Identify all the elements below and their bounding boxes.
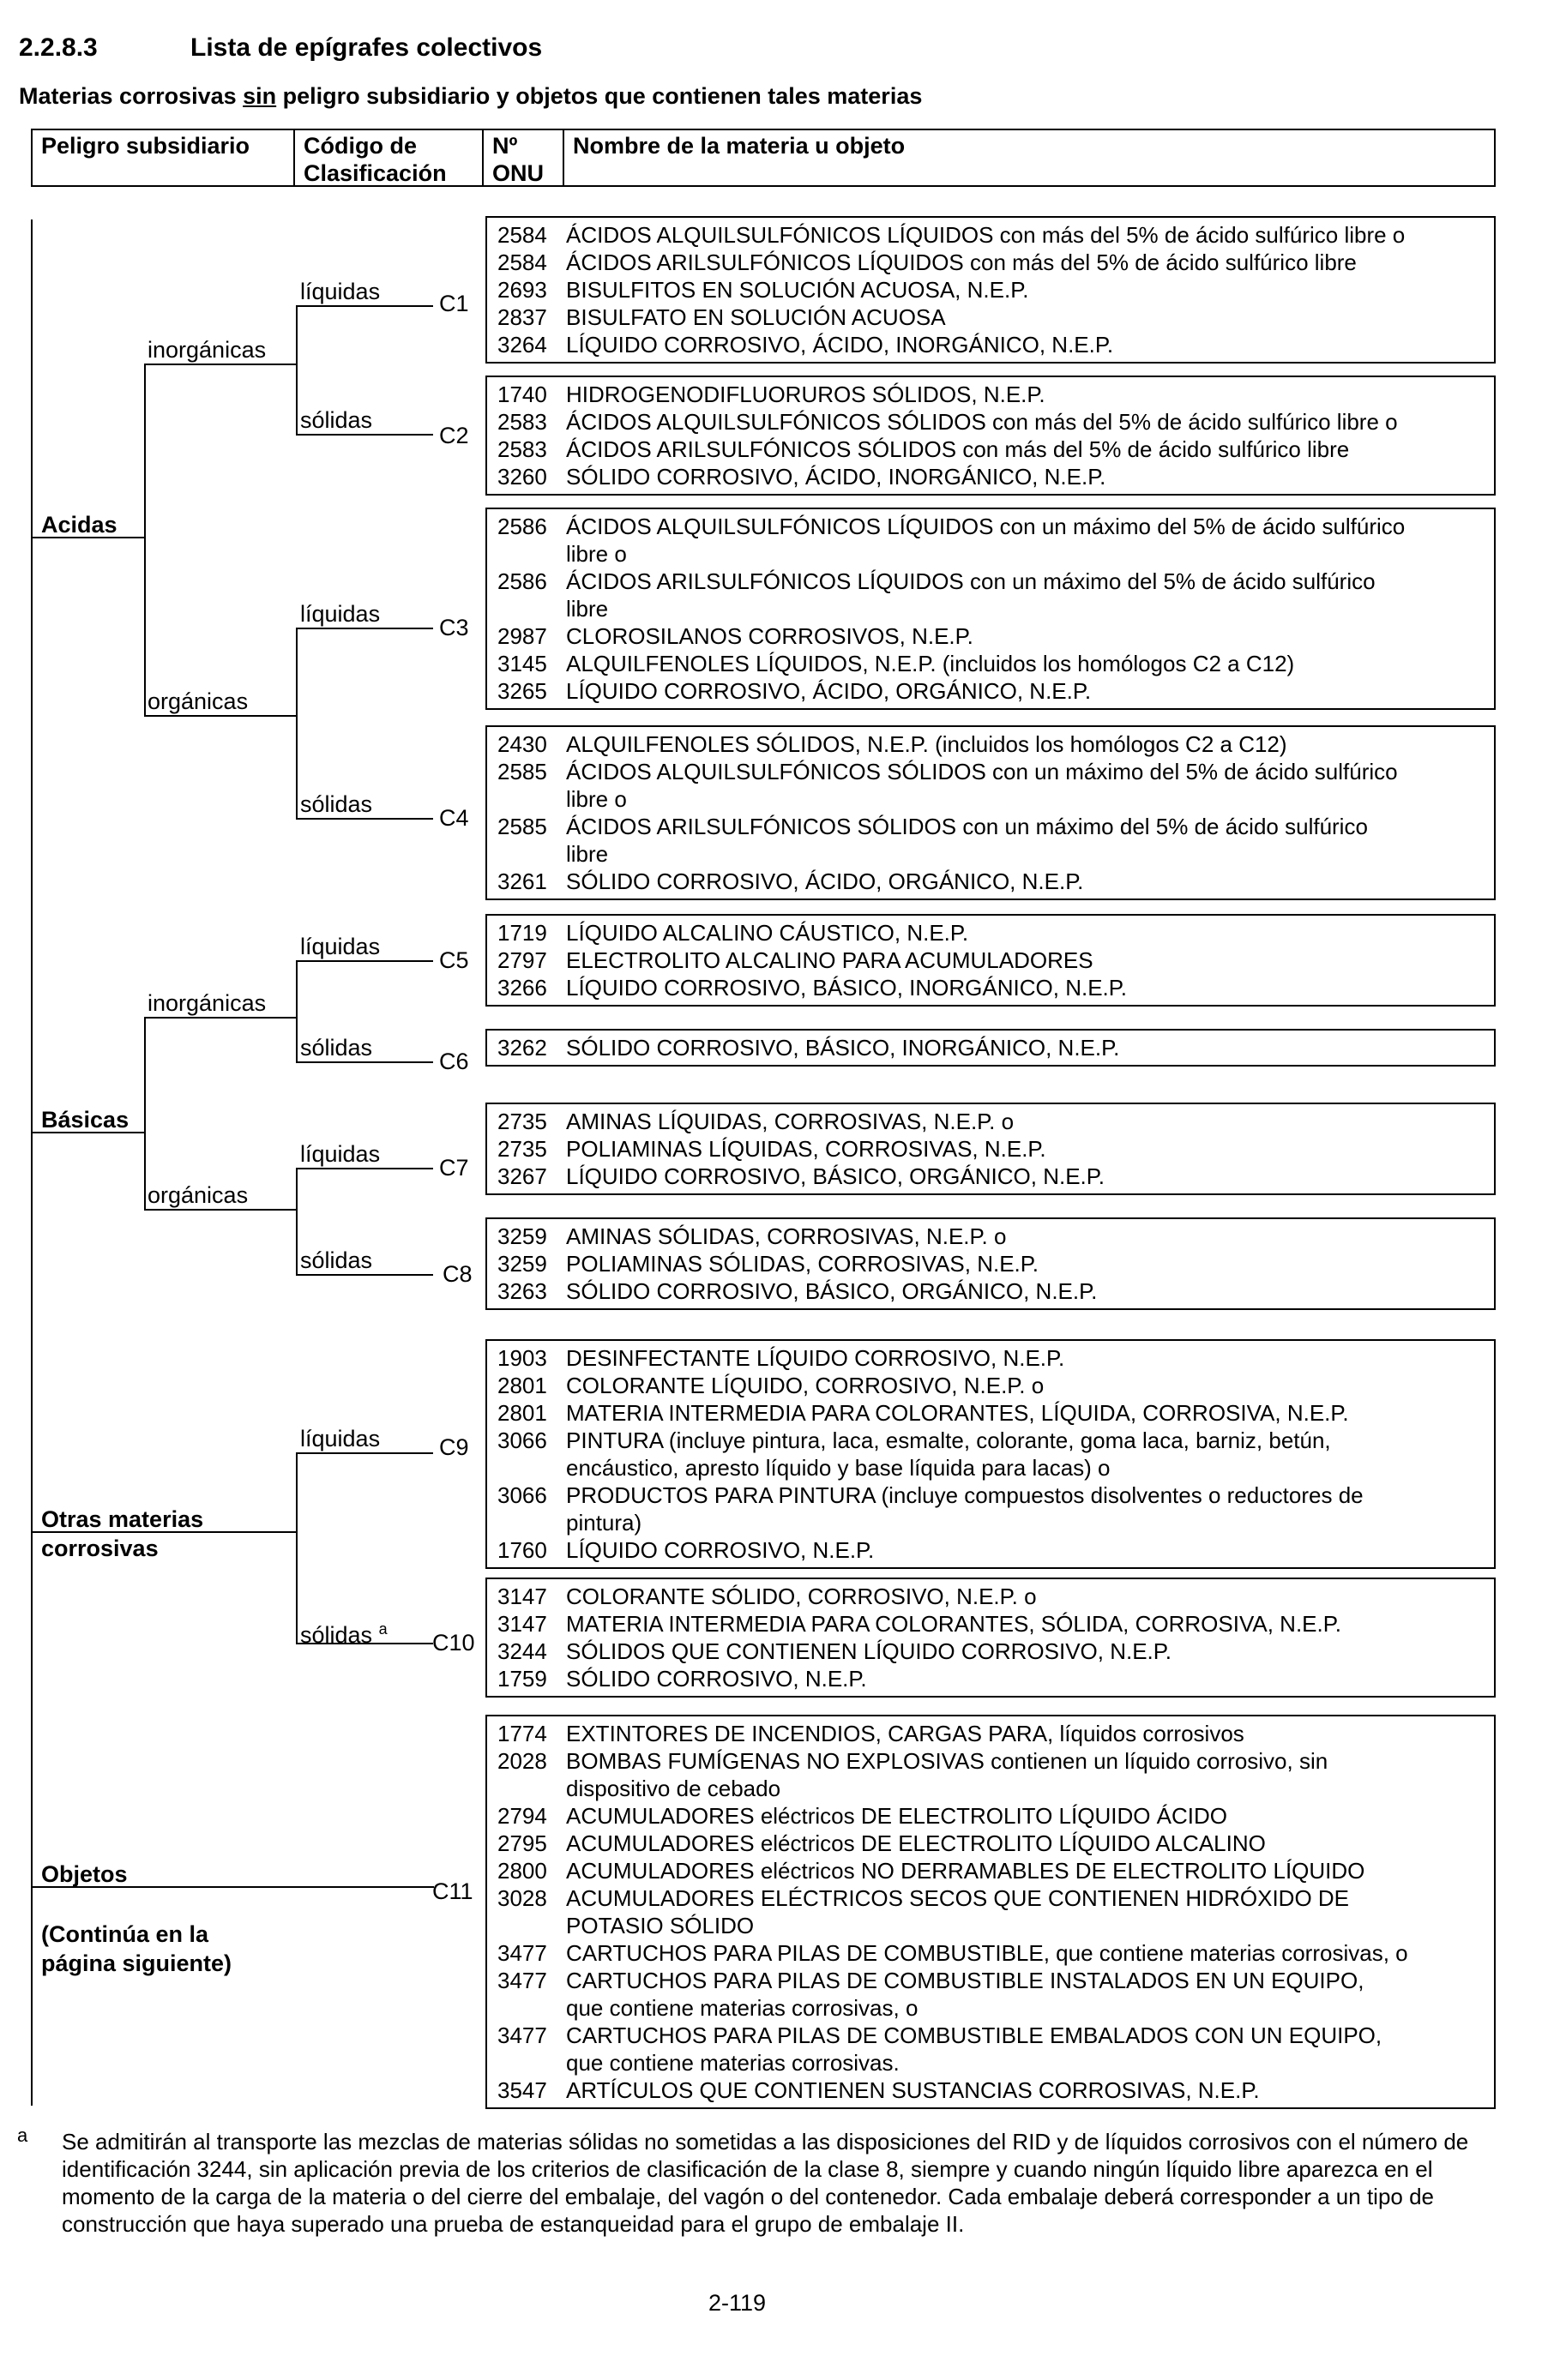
- vline-c3c4: [296, 628, 298, 820]
- label-basicas: Básicas: [41, 1107, 130, 1133]
- branch-acidas-inorganicas: [144, 364, 297, 365]
- label-liquidas-c3: líquidas: [300, 601, 381, 627]
- entry-name: dispositivo de cebado: [566, 1776, 781, 1801]
- label-otras-1: Otras materias: [41, 1506, 204, 1532]
- un-number: 3147: [497, 1611, 547, 1637]
- un-number: 3477: [497, 2022, 547, 2048]
- entry-name: libre: [566, 841, 609, 867]
- entry-name: ÁCIDOS ALQUILSULFÓNICOS SÓLIDOS con un máximo del 5% de ácido sulfúrico: [566, 759, 1398, 784]
- entries-box-c2: [485, 376, 1496, 496]
- un-number: 3259: [497, 1223, 547, 1249]
- entry-name: ACUMULADORES eléctricos DE ELECTROLITO LÍQUIDO ALCALINO: [566, 1830, 1266, 1856]
- entry-name: CARTUCHOS PARA PILAS DE COMBUSTIBLE EMBALADOS CON UN EQUIPO,: [566, 2022, 1382, 2048]
- entry-name: SÓLIDO CORROSIVO, BÁSICO, INORGÁNICO, N.E.P.: [566, 1035, 1120, 1061]
- label-solidas-c8: sólidas: [300, 1247, 373, 1273]
- entry-name: PRODUCTOS PARA PINTURA (incluye compuestos disolventes o reductores de: [566, 1482, 1364, 1508]
- code-c10: C10: [432, 1630, 475, 1656]
- leaf-line-c7: [296, 1168, 433, 1169]
- branch-basicas-inorganicas: [144, 1017, 297, 1019]
- header-nombre: Nombre de la materia u objeto: [573, 133, 906, 159]
- entry-name: libre o: [566, 541, 627, 567]
- entry-name: POLIAMINAS LÍQUIDAS, CORROSIVAS, N.E.P.: [566, 1136, 1046, 1162]
- entry-name: EXTINTORES DE INCENDIOS, CARGAS PARA, líquidos corrosivos: [566, 1721, 1244, 1746]
- vline-c1c2: [296, 305, 298, 436]
- un-number: 3066: [497, 1482, 547, 1508]
- entries-box-c8: [485, 1217, 1496, 1310]
- header-peligro: Peligro subsidiario: [33, 130, 295, 185]
- footnote-text: Se admitirán al transporte las mezclas de materias sólidas no sometidas a las disposiciones del RID y de líquidos corrosivos con el número de identificación 3244, sin aplicación previa de los criterios de clasificación de la clase 8, siempre y cuando ningún líquido libre aparezca en el momento de la carga de la materia o del cierre del embalaje, del vagón o del contenedor. Cada embalaje deberá corresponder a un tipo de construcción que haya superado una prueba de estanqueidad para el grupo de embalaje II.: [62, 2129, 1469, 2237]
- entry-name: AMINAS SÓLIDAS, CORROSIVAS, N.E.P. o: [566, 1223, 1007, 1249]
- un-number: 2693: [497, 277, 547, 303]
- entries-box-c1: [485, 216, 1496, 364]
- entry-name: libre: [566, 596, 609, 622]
- un-number: 3266: [497, 975, 547, 1001]
- entry-name: LÍQUIDO ALCALINO CÁUSTICO, N.E.P.: [566, 920, 969, 946]
- code-c2: C2: [439, 423, 469, 448]
- un-number: 1774: [497, 1721, 547, 1746]
- footnote-ref: a: [378, 1620, 388, 1638]
- entry-name: ACUMULADORES eléctricos DE ELECTROLITO LÍQUIDO ÁCIDO: [566, 1803, 1228, 1829]
- label-solidas-c2: sólidas: [300, 407, 373, 433]
- entry-name: CARTUCHOS PARA PILAS DE COMBUSTIBLE INSTALADOS EN UN EQUIPO,: [566, 1968, 1364, 1993]
- code-c5: C5: [439, 947, 469, 973]
- entries-box-c10: [485, 1578, 1496, 1698]
- un-number: 3259: [497, 1251, 547, 1277]
- un-number: 2584: [497, 249, 547, 275]
- un-number: 2735: [497, 1136, 547, 1162]
- entry-name: ÁCIDOS ALQUILSULFÓNICOS SÓLIDOS con más del 5% de ácido sulfúrico libre o: [566, 409, 1398, 435]
- un-number: 3066: [497, 1427, 547, 1453]
- code-c11: C11: [432, 1878, 473, 1904]
- entry-name: MATERIA INTERMEDIA PARA COLORANTES, SÓLIDA, CORROSIVA, N.E.P.: [566, 1611, 1341, 1637]
- un-number: 3028: [497, 1885, 547, 1911]
- un-number: 2584: [497, 222, 547, 248]
- label-liquidas-c9: líquidas: [300, 1426, 381, 1451]
- un-number: 3147: [497, 1584, 547, 1609]
- entries-box-c11: [485, 1715, 1496, 2109]
- code-c7: C7: [439, 1155, 469, 1181]
- header-numero-onu: Nº ONU: [484, 130, 564, 185]
- subtitle-post: peligro subsidiario y objetos que contienen tales materias: [276, 83, 923, 109]
- label-liquidas-c7: líquidas: [300, 1141, 381, 1167]
- entries-box-c3: [485, 508, 1496, 710]
- entry-name: SÓLIDO CORROSIVO, ÁCIDO, ORGÁNICO, N.E.P.: [566, 868, 1084, 894]
- code-c3: C3: [439, 615, 469, 640]
- entries-box-c9: [485, 1339, 1496, 1569]
- entry-name: HIDROGENODIFLUORUROS SÓLIDOS, N.E.P.: [566, 382, 1045, 407]
- un-number: 3547: [497, 2077, 547, 2103]
- entry-name: que contiene materias corrosivas.: [566, 2050, 900, 2076]
- un-number: 3264: [497, 332, 547, 358]
- un-number: 1759: [497, 1666, 547, 1692]
- un-number: 3263: [497, 1278, 547, 1304]
- un-number: 1740: [497, 382, 547, 407]
- entry-name: COLORANTE LÍQUIDO, CORROSIVO, N.E.P. o: [566, 1373, 1045, 1398]
- label-liquidas-c1: líquidas: [300, 279, 381, 304]
- entry-name: CLOROSILANOS CORROSIVOS, N.E.P.: [566, 623, 973, 649]
- leaf-line-c3: [296, 628, 433, 629]
- entry-name: POLIAMINAS SÓLIDAS, CORROSIVAS, N.E.P.: [566, 1251, 1039, 1277]
- entry-name: ELECTROLITO ALCALINO PARA ACUMULADORES: [566, 947, 1093, 973]
- vline-c9c10: [296, 1452, 298, 1644]
- un-number: 2797: [497, 947, 547, 973]
- entry-name: ÁCIDOS ARILSULFÓNICOS LÍQUIDOS con un máximo del 5% de ácido sulfúrico: [566, 568, 1376, 594]
- entries-box-c7: [485, 1103, 1496, 1195]
- entry-name: ÁCIDOS ARILSULFÓNICOS SÓLIDOS con un máximo del 5% de ácido sulfúrico: [566, 814, 1368, 839]
- un-number: 3267: [497, 1163, 547, 1189]
- entry-name: ÁCIDOS ALQUILSULFÓNICOS LÍQUIDOS con un máximo del 5% de ácido sulfúrico: [566, 514, 1406, 539]
- un-number: 1903: [497, 1345, 547, 1371]
- un-number: 2583: [497, 436, 547, 462]
- vline-c7c8: [296, 1168, 298, 1276]
- entry-name: BISULFITOS EN SOLUCIÓN ACUOSA, N.E.P.: [566, 277, 1029, 303]
- entry-name: COLORANTE SÓLIDO, CORROSIVO, N.E.P. o: [566, 1584, 1037, 1609]
- subtitle: [19, 82, 922, 110]
- label-liquidas-c5: líquidas: [300, 934, 381, 959]
- label-solidas-c6: sólidas: [300, 1035, 373, 1061]
- un-number: 1760: [497, 1537, 547, 1563]
- label-organicas-acidas: orgánicas: [148, 688, 249, 714]
- label-otras-2: corrosivas: [41, 1536, 159, 1561]
- un-number: 3244: [497, 1638, 547, 1664]
- entry-name: ÁCIDOS ARILSULFÓNICOS LÍQUIDOS con más del 5% de ácido sulfúrico libre: [566, 249, 1357, 275]
- leaf-line-c5: [296, 960, 433, 962]
- un-number: 3261: [497, 868, 547, 894]
- entry-name: AMINAS LÍQUIDAS, CORROSIVAS, N.E.P. o: [566, 1109, 1015, 1134]
- un-number: 2585: [497, 814, 547, 839]
- un-number: 2583: [497, 409, 547, 435]
- entry-name: ÁCIDOS ALQUILSULFÓNICOS LÍQUIDOS con más del 5% de ácido sulfúrico libre o: [566, 222, 1406, 248]
- leaf-line-c2: [296, 434, 433, 436]
- code-c6: C6: [439, 1049, 469, 1074]
- subtitle-pre: Materias corrosivas: [19, 83, 244, 109]
- un-number: 2801: [497, 1373, 547, 1398]
- entry-name: LÍQUIDO CORROSIVO, N.E.P.: [566, 1537, 875, 1563]
- entry-name: pintura): [566, 1510, 642, 1536]
- entry-name: LÍQUIDO CORROSIVO, ÁCIDO, INORGÁNICO, N.E.P.: [566, 332, 1114, 358]
- section-title: Lista de epígrafes colectivos: [190, 33, 543, 62]
- un-number: 2586: [497, 568, 547, 594]
- entry-name: SÓLIDO CORROSIVO, N.E.P.: [566, 1666, 867, 1692]
- entry-name: SÓLIDOS QUE CONTIENEN LÍQUIDO CORROSIVO, N.E.P.: [566, 1638, 1172, 1664]
- leaf-line-c8: [296, 1274, 433, 1276]
- entry-name: SÓLIDO CORROSIVO, BÁSICO, ORGÁNICO, N.E.P.: [566, 1278, 1098, 1304]
- entry-name: LÍQUIDO CORROSIVO, BÁSICO, INORGÁNICO, N.E.P.: [566, 975, 1127, 1001]
- un-number: 3260: [497, 464, 547, 490]
- entry-name: LÍQUIDO CORROSIVO, ÁCIDO, ORGÁNICO, N.E.P.: [566, 678, 1092, 704]
- label-solidas-c4: sólidas: [300, 791, 373, 817]
- subtitle-underlined: sin: [243, 83, 277, 109]
- un-number: 2586: [497, 514, 547, 539]
- entry-name: ALQUILFENOLES LÍQUIDOS, N.E.P. (incluidos los homólogos C2 a C12): [566, 651, 1295, 676]
- un-number: 2987: [497, 623, 547, 649]
- entry-name: SÓLIDO CORROSIVO, ÁCIDO, INORGÁNICO, N.E.P.: [566, 464, 1106, 490]
- entry-name: MATERIA INTERMEDIA PARA COLORANTES, LÍQUIDA, CORROSIVA, N.E.P.: [566, 1400, 1349, 1426]
- un-number: 2794: [497, 1803, 547, 1829]
- vline-acidas: [144, 364, 146, 715]
- entry-name: PINTURA (incluye pintura, laca, esmalte, colorante, goma laca, barniz, betún,: [566, 1427, 1331, 1453]
- branch-basicas-organicas: [144, 1209, 297, 1211]
- un-number: 2735: [497, 1109, 547, 1134]
- un-number: 3145: [497, 651, 547, 676]
- entry-name: ALQUILFENOLES SÓLIDOS, N.E.P. (incluidos los homólogos C2 a C12): [566, 731, 1287, 757]
- leaf-line-c9: [296, 1452, 433, 1454]
- un-number: 2028: [497, 1748, 547, 1774]
- un-number: 2430: [497, 731, 547, 757]
- vline-c5c6: [296, 960, 298, 1063]
- leaf-line-c1: [296, 305, 433, 307]
- un-number: 3477: [497, 1968, 547, 1993]
- un-number: 2837: [497, 304, 547, 330]
- label-organicas-basicas: orgánicas: [148, 1182, 249, 1208]
- label-continua-2: página siguiente): [41, 1950, 232, 1976]
- label-acidas: Acidas: [41, 512, 117, 538]
- leaf-line-c6: [296, 1061, 433, 1063]
- un-number: 2800: [497, 1858, 547, 1884]
- un-number: 1719: [497, 920, 547, 946]
- header-codigo: Código de Clasificación: [295, 130, 484, 185]
- entry-name: que contiene materias corrosivas, o: [566, 1995, 919, 2021]
- entry-name: BOMBAS FUMÍGENAS NO EXPLOSIVAS contienen un líquido corrosivo, sin: [566, 1748, 1328, 1774]
- un-number: 3265: [497, 678, 547, 704]
- entries-box-c4: [485, 725, 1496, 900]
- section-number: 2.2.8.3: [19, 33, 98, 62]
- label-inorganicas-basicas: inorgánicas: [148, 990, 267, 1016]
- code-c1: C1: [439, 291, 469, 316]
- entry-name: ACUMULADORES ELÉCTRICOS SECOS QUE CONTIENEN HIDRÓXIDO DE: [566, 1885, 1350, 1911]
- table-header: [31, 129, 1496, 187]
- un-number: 2585: [497, 759, 547, 784]
- entry-name: BISULFATO EN SOLUCIÓN ACUOSA: [566, 304, 946, 330]
- entry-name: ARTÍCULOS QUE CONTIENEN SUSTANCIAS CORROSIVAS, N.E.P.: [566, 2077, 1260, 2103]
- label-inorganicas-acidas: inorgánicas: [148, 337, 267, 363]
- tree-trunk: [31, 219, 33, 2106]
- entry-name: ACUMULADORES eléctricos NO DERRAMABLES DE ELECTROLITO LÍQUIDO: [566, 1858, 1365, 1884]
- entry-name: ÁCIDOS ARILSULFÓNICOS SÓLIDOS con más del 5% de ácido sulfúrico libre: [566, 436, 1350, 462]
- entry-name: POTASIO SÓLIDO: [566, 1913, 755, 1938]
- entry-name: CARTUCHOS PARA PILAS DE COMBUSTIBLE, que contiene materias corrosivas, o: [566, 1940, 1408, 1966]
- un-number: 2795: [497, 1830, 547, 1856]
- code-c4: C4: [439, 805, 469, 831]
- label-objetos: Objetos: [41, 1861, 128, 1887]
- page-number: 2-119: [708, 2290, 767, 2316]
- entries-box-c5: [485, 914, 1496, 1007]
- entries-box-c6: [485, 1029, 1496, 1067]
- footnote-mark: a: [17, 2125, 28, 2146]
- label-continua-1: (Continúa en la: [41, 1921, 208, 1947]
- code-c8: C8: [443, 1261, 473, 1287]
- leaf-line-c4: [296, 818, 433, 820]
- branch-acidas-organicas: [144, 715, 297, 717]
- code-c9: C9: [439, 1434, 469, 1460]
- vline-basicas: [144, 1017, 146, 1209]
- entry-name: LÍQUIDO CORROSIVO, BÁSICO, ORGÁNICO, N.E.P.: [566, 1163, 1105, 1189]
- entry-name: DESINFECTANTE LÍQUIDO CORROSIVO, N.E.P.: [566, 1345, 1065, 1371]
- entry-name: encáustico, apresto líquido y base líquida para lacas) o: [566, 1455, 1111, 1481]
- un-number: 2801: [497, 1400, 547, 1426]
- entry-name: libre o: [566, 786, 627, 812]
- label-solidas-c10: sólidas $^a$: [300, 1620, 388, 1648]
- un-number: 3262: [497, 1035, 547, 1061]
- un-number: 3477: [497, 1940, 547, 1966]
